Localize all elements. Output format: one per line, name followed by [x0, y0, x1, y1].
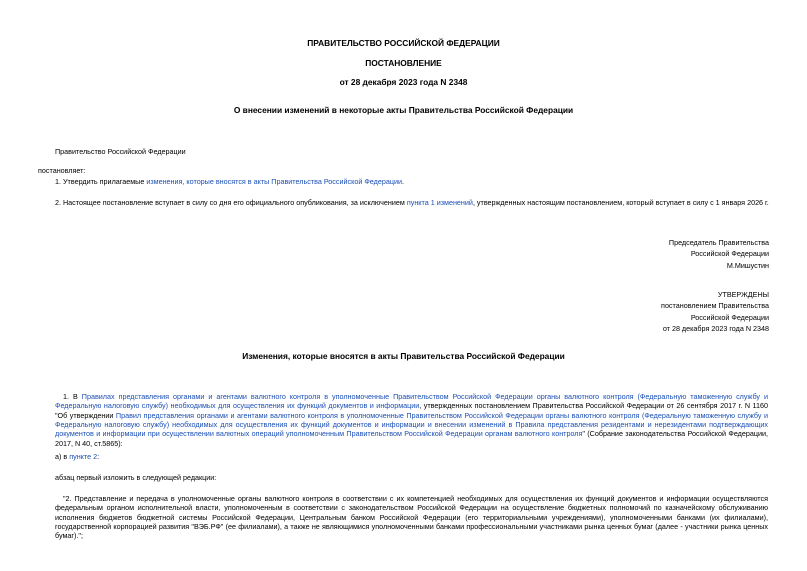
changes-link[interactable]: изменения, которые вносятся в акты Правительства Российской Федерации	[146, 177, 402, 186]
approval-line-1: УТВЕРЖДЕНЫ	[717, 290, 769, 299]
p1-before: 1. В	[63, 392, 82, 401]
changes-title: Изменения, которые вносятся в акты Правительства Российской Федерации	[242, 351, 565, 361]
rules-link-1[interactable]: Правилах представления органами и агентами валютного контроля в уполномоченные Правительством Российской Федерации органы валютного контроля (Федеральную таможенную службу и Федеральную налоговую службу) необходимых для осуществления их функций документов и информации	[55, 392, 768, 411]
approval-block	[661, 290, 769, 333]
item-1	[55, 177, 404, 186]
doc-type-heading: ПОСТАНОВЛЕНИЕ	[365, 58, 442, 68]
signature-line-2: Российской Федерации	[690, 249, 769, 259]
approval-line-3: Российской Федерации	[690, 312, 769, 322]
p1-mid: , утвержденных постановлением Правительства Российской Федерации от 26 сентября 2017 г. N 1160 "Об утверждении	[55, 401, 768, 420]
changes-paragraph-1	[55, 392, 768, 448]
item-2-before: 2. Настоящее постановление вступает в силу со дня его официального опубликования, за исключением	[55, 198, 407, 207]
approval-line-4: от 28 декабря 2023 года N 2348	[662, 324, 769, 334]
item-1-after: .	[401, 177, 404, 186]
item-1-before: 1. Утвердить прилагаемые	[55, 177, 147, 186]
sub-a-before: а) в	[55, 452, 70, 461]
point-1-changes-link[interactable]: пункта 1 изменений	[406, 198, 473, 207]
signature-line-1: Председатель Правительства	[668, 238, 769, 247]
signature-block	[669, 238, 769, 270]
item-2-after: , утвержденных настоящим постановлением, который вступает в силу с 1 января 2026 г.	[472, 198, 769, 207]
quote-paragraph: "2. Представление и передача в уполномоченные органы валютного контроля в соответствии с их компетенцией необходимых для осуществления их функций документов и информации осуществляются федеральным органом исполнительной власти, уполномоченным в соответствии с законодательством Российской Федерации на осуществление бюджетных полномочий по казначейскому обслуживанию исполнения бюджетов бюджетной системы Российской Федерации, Центральным банком Российской Федерации (его территориальными учреждениями), уполномоченными банками (их филиалами), государственной корпорацией развития "ВЭБ.РФ" (ее филиалами), а также не являющимися уполномоченными банками профессиональными участниками рынка ценных бумаг (далее - участники рынка ценных бумаг).";	[55, 494, 768, 541]
p1-after: " (Собрание законодательства Российской Федерации, 2017, N 40, ст.5865):	[55, 429, 768, 448]
sub-a-after: :	[97, 452, 100, 461]
rules-link-2[interactable]: Правил представления органами и агентами валютного контроля в уполномоченные Правительством Российской Федерации органы валютного контроля (Федеральную таможенную службу и Федеральную налоговую службу) необходимых для осуществления их функций документов и информации и внесении изменений в Правила представления резидентами и нерезидентами подтверждающих документов и информации при осуществлении валютных операций уполномоченным Правительством Российской Федерации органам валютного контроля	[55, 410, 768, 439]
issuer-text: Правительство Российской Федерации	[55, 147, 186, 156]
subpoint-a	[55, 452, 99, 461]
document-title: О внесении изменений в некоторые акты Правительства Российской Федерации	[233, 105, 574, 115]
decrees-text: постановляет:	[38, 166, 86, 175]
date-number: от 28 декабря 2023 года N 2348	[339, 77, 468, 87]
signature-line-3: М.Мишустин	[726, 260, 769, 270]
government-heading: ПРАВИТЕЛЬСТВО РОССИЙСКОЙ ФЕДЕРАЦИИ	[307, 38, 500, 48]
item-2	[55, 198, 769, 207]
approval-line-2: постановлением Правительства	[661, 301, 769, 311]
abzac-text: абзац первый изложить в следующей редакции:	[55, 473, 217, 482]
point-2-link[interactable]: пункте 2	[69, 452, 98, 461]
